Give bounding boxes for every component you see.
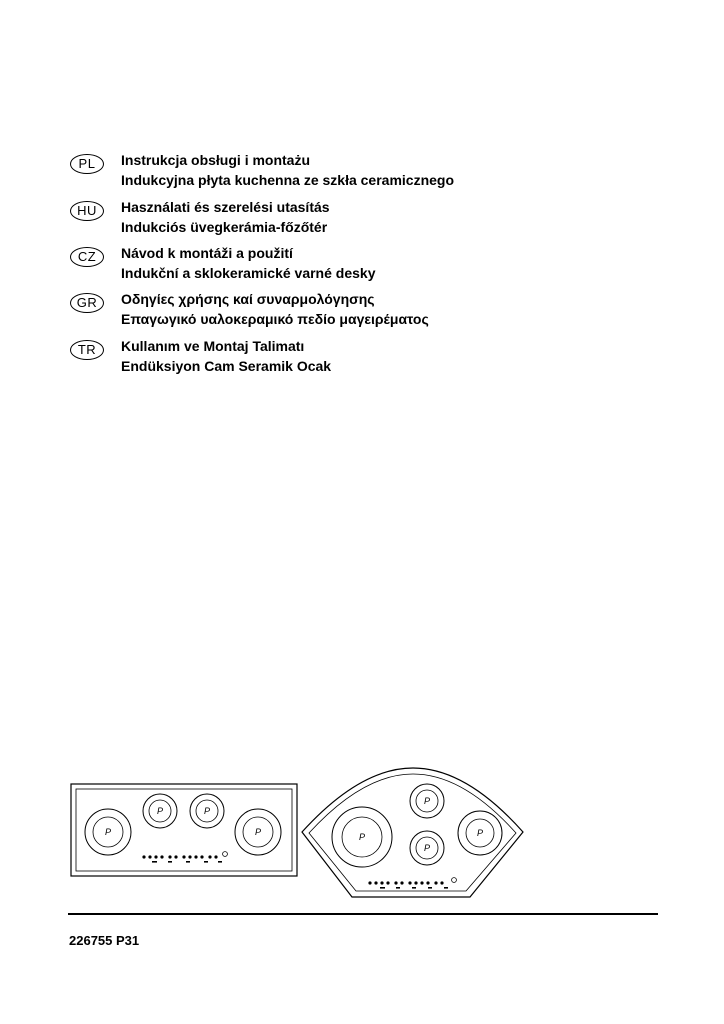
manual-title: Kullanım ve Montaj Talimatı (121, 338, 305, 354)
rectangular-hob-illustration (70, 782, 300, 878)
zone-label: P (424, 796, 431, 806)
language-badge: CZ (70, 247, 104, 267)
language-badge: GR (70, 293, 104, 313)
manual-title: Használati és szerelési utasítás (121, 199, 330, 215)
manual-subtitle: Endüksiyon Cam Seramik Ocak (121, 358, 332, 374)
language-block-cz (0, 245, 724, 291)
manual-subtitle: Επαγωγικό υαλοκεραμικό πεδίο μαγειρέματος (121, 311, 429, 327)
zone-label: P (105, 827, 112, 837)
manual-subtitle: Indukciós üvegkerámia-főzőtér (121, 219, 328, 235)
curved-hob-illustration (300, 760, 526, 900)
language-block-tr (0, 338, 724, 384)
zone-label: P (424, 843, 431, 853)
language-block-pl (0, 152, 724, 198)
manual-title: Instrukcja obsługi i montażu (121, 152, 311, 168)
manual-title: Οδηγίες χρήσης καί συναρμολόγησης (121, 291, 375, 307)
manual-subtitle: Indukční a sklokeramické varné desky (121, 265, 376, 281)
document-code: 226755 P31 (69, 933, 140, 948)
footer-divider (68, 913, 658, 915)
language-badge: PL (70, 154, 104, 174)
language-badge: HU (70, 201, 104, 221)
language-badge: TR (70, 340, 104, 360)
zone-label: P (204, 806, 211, 816)
language-block-hu (0, 199, 724, 245)
zone-label: P (359, 832, 366, 842)
zone-label: P (477, 828, 484, 838)
zone-label: P (157, 806, 164, 816)
zone-label: P (255, 827, 262, 837)
language-block-gr (0, 291, 724, 337)
manual-title: Návod k montáži a použití (121, 245, 293, 261)
manual-subtitle: Indukcyjna płyta kuchenna ze szkła ceramicznego (121, 172, 455, 188)
